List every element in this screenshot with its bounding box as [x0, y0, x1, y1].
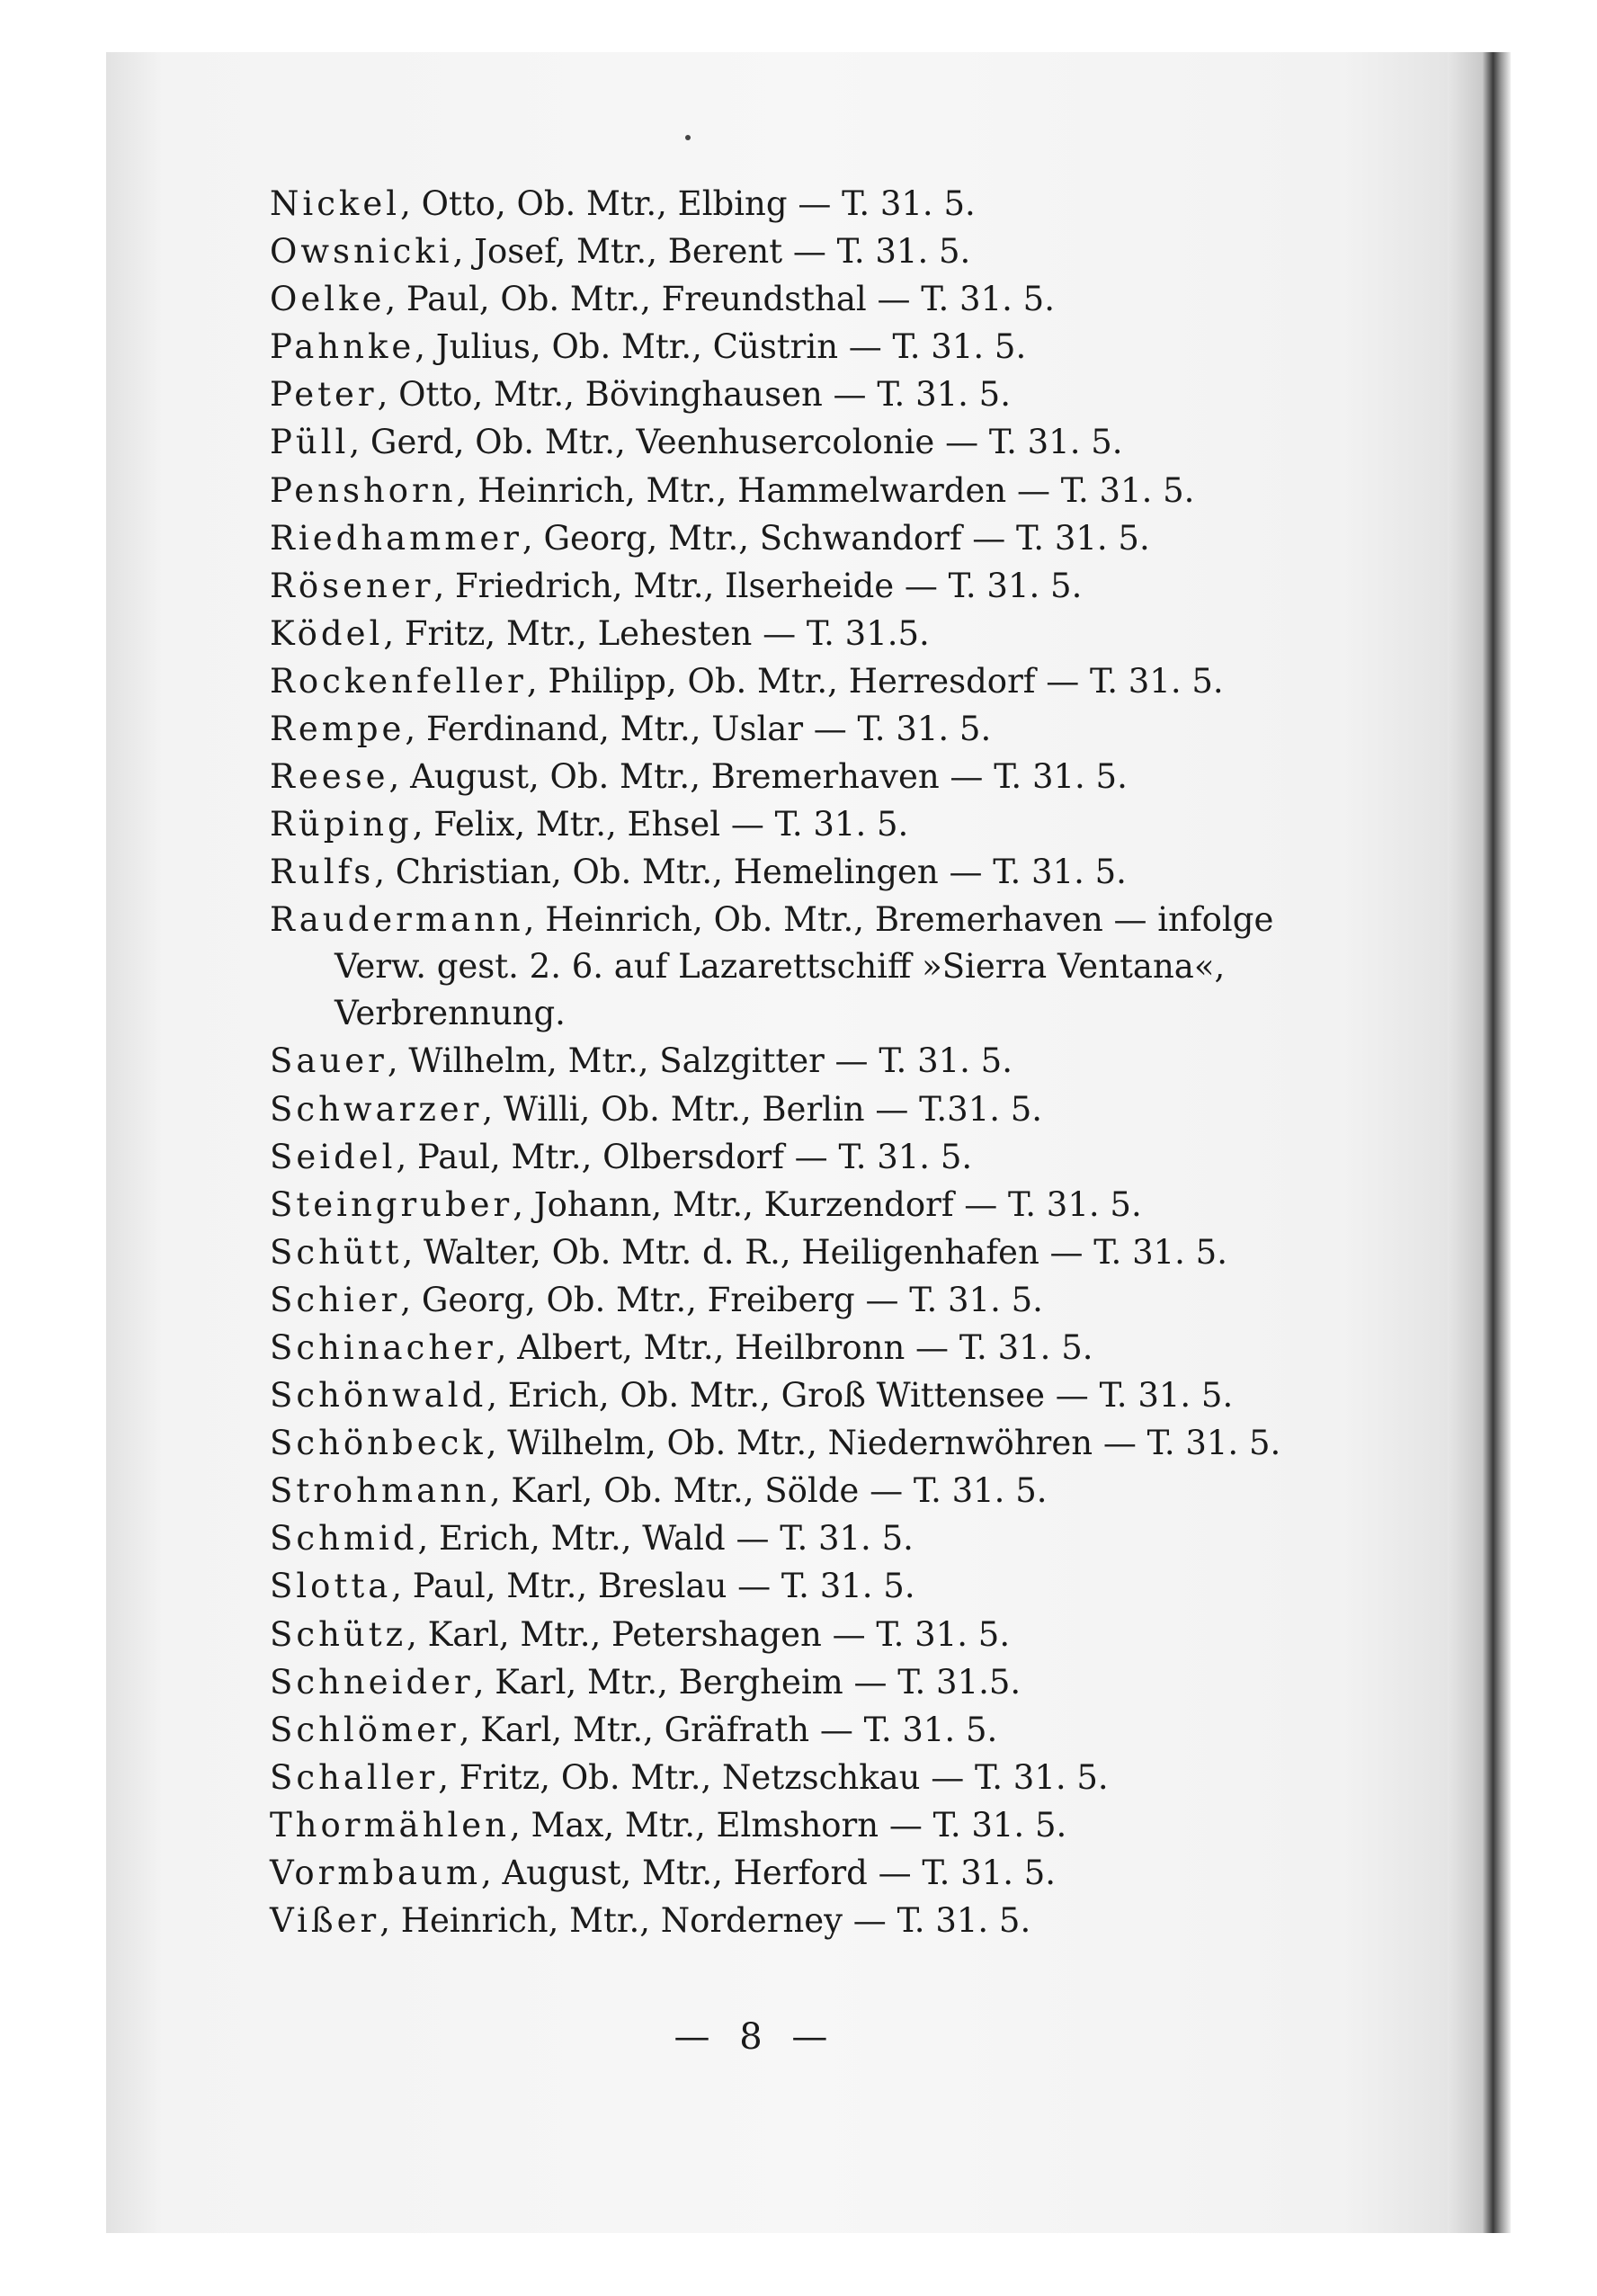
entry-details: , Otto, Ob. Mtr., Elbing — T. 31. 5. — [400, 184, 976, 223]
list-entry — [270, 1419, 1281, 1467]
entry-details: , Heinrich, Ob. Mtr., Bremerhaven — infolge — [523, 900, 1274, 940]
list-entry — [270, 1562, 1277, 1610]
entry-details: , Wilhelm, Ob. Mtr., Niedernwöhren — T. 31. 5. — [486, 1424, 1281, 1463]
entry-details: , Max, Mtr., Elmshorn — T. 31. 5. — [510, 1805, 1067, 1845]
list-entry — [270, 323, 1277, 371]
entry-details: , Paul, Mtr., Breslau — T. 31. 5. — [391, 1567, 915, 1606]
entry-details: , Karl, Mtr., Petershagen — T. 31. 5. — [406, 1614, 1011, 1654]
list-entry — [270, 1181, 1277, 1228]
entry-surname: Pahnke — [270, 327, 415, 367]
entry-details: , Georg, Mtr., Schwandorf — T. 31. 5. — [522, 518, 1150, 558]
entry-surname: Sauer — [270, 1041, 388, 1081]
list-entry — [270, 1037, 1277, 1085]
entry-surname: Schönbeck — [270, 1424, 486, 1463]
entry-details: , Gerd, Ob. Mtr., Veenhusercolonie — T. 31. 5. — [349, 423, 1123, 462]
entry-surname: Vißer — [270, 1901, 380, 1941]
list-entry — [270, 228, 1277, 275]
entry-details: , Karl, Mtr., Gräfrath — T. 31. 5. — [459, 1710, 998, 1749]
entry-details: , Fritz, Ob. Mtr., Netzschkau — T. 31. 5. — [438, 1757, 1109, 1797]
entry-details: , Friedrich, Mtr., Ilserheide — T. 31. 5. — [433, 566, 1083, 605]
entry-details: , Fritz, Mtr., Lehesten — T. 31.5. — [383, 613, 930, 653]
entry-surname: Rüping — [270, 805, 413, 844]
list-entry — [270, 1371, 1277, 1419]
entry-surname: Nickel — [270, 184, 401, 223]
entry-details: , Philipp, Ob. Mtr., Herresdorf — T. 31. 5. — [526, 661, 1224, 701]
list-entry — [270, 418, 1277, 466]
entry-details: , August, Ob. Mtr., Bremerhaven — T. 31. 5. — [388, 757, 1128, 797]
entry-surname: Schinacher — [270, 1327, 496, 1367]
entry-surname: Reese — [270, 757, 389, 797]
entry-surname: Penshorn — [270, 470, 457, 510]
entry-surname: Schwarzer — [270, 1089, 483, 1129]
entry-details: , Johann, Mtr., Kurzendorf — T. 31. 5. — [513, 1184, 1142, 1224]
entry-details: , Josef, Mtr., Berent — T. 31. 5. — [452, 232, 971, 272]
entry-surname: Schier — [270, 1280, 401, 1319]
list-entry — [270, 1897, 1277, 1944]
list-entry — [270, 1467, 1277, 1514]
entry-details: , Heinrich, Mtr., Norderney — T. 31. 5. — [379, 1901, 1031, 1941]
book-fold-shadow — [1448, 52, 1511, 2233]
entry-first-line — [270, 896, 1277, 943]
entry-surname: Riedhammer — [270, 518, 522, 558]
list-entry — [270, 657, 1277, 705]
entry-surname: Steingruber — [270, 1184, 513, 1224]
entry-surname: Rösener — [270, 566, 434, 605]
entry-details: , Erich, Mtr., Wald — T. 31. 5. — [417, 1519, 914, 1559]
entry-surname: Peter — [270, 375, 378, 415]
entry-continuation: Verw. gest. 2. 6. auf Lazarettschiff »Sierra Ventana«, Verbrennung. — [335, 947, 1226, 1033]
list-entry — [270, 1276, 1277, 1324]
list-entry — [270, 753, 1277, 800]
list-entry — [270, 562, 1277, 610]
entry-surname: Thormählen — [270, 1805, 511, 1845]
list-entry — [270, 1849, 1277, 1897]
entry-details: , August, Mtr., Herford — T. 31. 5. — [481, 1854, 1057, 1892]
entry-surname: Schaller — [270, 1757, 439, 1797]
list-entry — [270, 180, 1277, 228]
entry-details: , Christian, Ob. Mtr., Hemelingen — T. 31. 5. — [374, 853, 1127, 892]
entry-surname: Strohmann — [270, 1471, 490, 1511]
list-entry — [270, 800, 1277, 848]
list-entry — [270, 1754, 1277, 1801]
list-entry — [270, 1133, 1277, 1181]
list-entry — [270, 371, 1277, 418]
entry-surname: Seidel — [270, 1137, 397, 1176]
entry-details: , Wilhelm, Mtr., Salzgitter — T. 31. 5. — [387, 1041, 1013, 1081]
entry-details: , Walter, Ob. Mtr. d. R., Heiligenhafen — T. 31. 5. — [402, 1232, 1227, 1272]
list-entry — [270, 1801, 1277, 1849]
entry-details: , Paul, Mtr., Olbersdorf — T. 31. 5. — [396, 1137, 973, 1176]
entry-details: , Heinrich, Mtr., Hammelwarden — T. 31. 5. — [456, 470, 1195, 510]
entry-surname: Schütz — [270, 1614, 407, 1654]
entry-details: , Karl, Mtr., Bergheim — T. 31.5. — [473, 1662, 1022, 1702]
entry-details: , Ferdinand, Mtr., Uslar — T. 31. 5. — [405, 710, 992, 749]
list-entry — [270, 275, 1277, 323]
list-entry — [270, 610, 1277, 657]
entry-details: , Julius, Ob. Mtr., Cüstrin — T. 31. 5. — [415, 327, 1027, 367]
list-entry — [270, 514, 1277, 562]
list-entry — [270, 1658, 1277, 1706]
list-entry — [270, 1611, 1277, 1658]
entry-surname: Schneider — [270, 1662, 474, 1702]
casualty-list — [270, 180, 1281, 1944]
entry-surname: Oelke — [270, 280, 386, 319]
entry-surname: Rempe — [270, 710, 406, 749]
entry-surname: Püll — [270, 423, 350, 462]
entry-details: , Felix, Mtr., Ehsel — T. 31. 5. — [412, 805, 909, 844]
entry-details: , Otto, Mtr., Bövinghausen — T. 31. 5. — [377, 375, 1011, 415]
list-entry — [270, 1514, 1277, 1562]
entry-surname: Raudermann — [270, 900, 524, 940]
page-number: — 8 — — [674, 2016, 837, 2058]
list-entry — [270, 1324, 1277, 1371]
entry-surname: Schlömer — [270, 1710, 459, 1749]
entry-surname: Owsnicki — [270, 232, 453, 272]
entry-details: , Georg, Ob. Mtr., Freiberg — T. 31. 5. — [400, 1280, 1043, 1319]
entry-details: , Erich, Ob. Mtr., Groß Wittensee — T. 31. 5. — [486, 1376, 1234, 1416]
entry-surname: Rulfs — [270, 853, 375, 892]
list-entry — [270, 705, 1277, 753]
list-entry-multiline — [270, 896, 1277, 1037]
list-entry — [270, 848, 1277, 896]
entry-surname: Rockenfeller — [270, 661, 527, 701]
printing-speck — [685, 135, 691, 140]
list-entry — [270, 1085, 1277, 1133]
entry-surname: Schönwald — [270, 1376, 487, 1416]
entry-details: , Willi, Ob. Mtr., Berlin — T.31. 5. — [482, 1089, 1043, 1129]
list-entry — [270, 1706, 1277, 1754]
entry-surname: Ködel — [270, 613, 384, 653]
entry-surname: Schmid — [270, 1519, 418, 1559]
entry-surname: Schütt — [270, 1232, 403, 1272]
entry-surname: Vormbaum — [270, 1854, 482, 1892]
entry-details: , Albert, Mtr., Heilbronn — T. 31. 5. — [495, 1327, 1093, 1367]
entry-surname: Slotta — [270, 1567, 392, 1606]
entry-details: , Paul, Ob. Mtr., Freundsthal — T. 31. 5. — [385, 280, 1055, 319]
list-entry — [270, 1228, 1277, 1276]
list-entry — [270, 467, 1277, 514]
entry-details: , Karl, Ob. Mtr., Sölde — T. 31. 5. — [489, 1471, 1048, 1511]
